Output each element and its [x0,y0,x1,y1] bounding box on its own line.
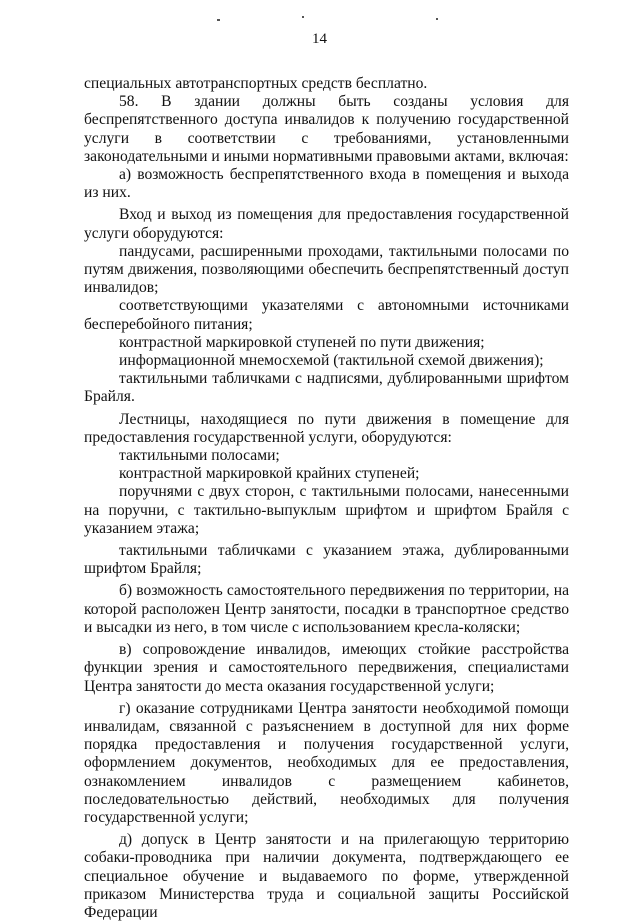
paragraph: в) сопровождение инвалидов, имеющих стойкие расстройства функции зрения и самостоятельного передвижения, специалистами Центра занятости до места оказания государственной услуги; [84,641,569,695]
paragraph: Лестницы, находящиеся по пути движения в помещение для предоставления государственной услуги, оборудуются: [84,410,569,446]
scan-mark [436,18,438,20]
paragraph: г) оказание сотрудниками Центра занятости необходимой помощи инвалидам, связанной с разъяснением в доступной для них форме порядка предоставления и получения государственной услуги, оформлением документов, необходимых для ее предоставления, ознакомлением инвалидов с размещением кабинетов, последовательностью действий, необходимых для получения государственной услуги; [84,699,569,826]
page-number: 14 [312,31,327,47]
paragraph: контрастной маркировкой крайних ступеней; [119,465,420,483]
paragraph: пандусами, расширенными проходами, тактильными полосами по путям движения, позволяющими обеспечить беспрепятственный доступ инвалидов; [84,242,569,297]
scan-mark [302,16,304,18]
scan-mark [217,19,220,21]
paragraph: соответствующими указателями с автономными источниками бесперебойного питания; [84,297,569,333]
paragraph: поручнями с двух сторон, с тактильными полосами, нанесенными на поручни, с тактильно-выпуклым шрифтом и шрифтом Брайля с указанием этажа; [84,483,569,537]
paragraph: тактильными табличками с указанием этажа, дублированными шрифтом Брайля; [84,542,569,578]
paragraph: Вход и выход из помещения для предоставления государственной услуги оборудуются: [84,206,569,242]
document-body [84,75,569,922]
paragraph: тактильными полосами; [119,447,280,465]
paragraph: б) возможность самостоятельного передвижения по территории, на которой расположен Центр занятости, посадки в транспортное средство и высадки из него, в том числе с использованием кресла-коляски; [84,582,569,636]
paragraph: контрастной маркировкой ступеней по пути движения; [119,333,485,351]
paragraph: информационной мнемосхемой (тактильной схемой движения); [119,352,544,370]
paragraph: а) возможность беспрепятственного входа в помещения и выхода из них. [84,166,569,202]
paragraph: специальных автотранспортных средств бесплатно. [84,75,428,92]
paragraph: тактильными табличками с надписями, дублированными шрифтом Брайля. [84,370,569,406]
paragraph: д) допуск в Центр занятости и на прилегающую территорию собаки-проводника при наличии документа, подтверждающего ее специальное обучение и выдаваемого по форме, утвержденной приказом Министерства труда и социальной защиты Российской Федерации [84,831,569,921]
paragraph: 58. В здании должны быть созданы условия для беспрепятственного доступа инвалидов к получению государственной услуги в соответствии с требованиями, установленными законодательными и иными нормативными правовыми актами, включая: [84,93,569,165]
